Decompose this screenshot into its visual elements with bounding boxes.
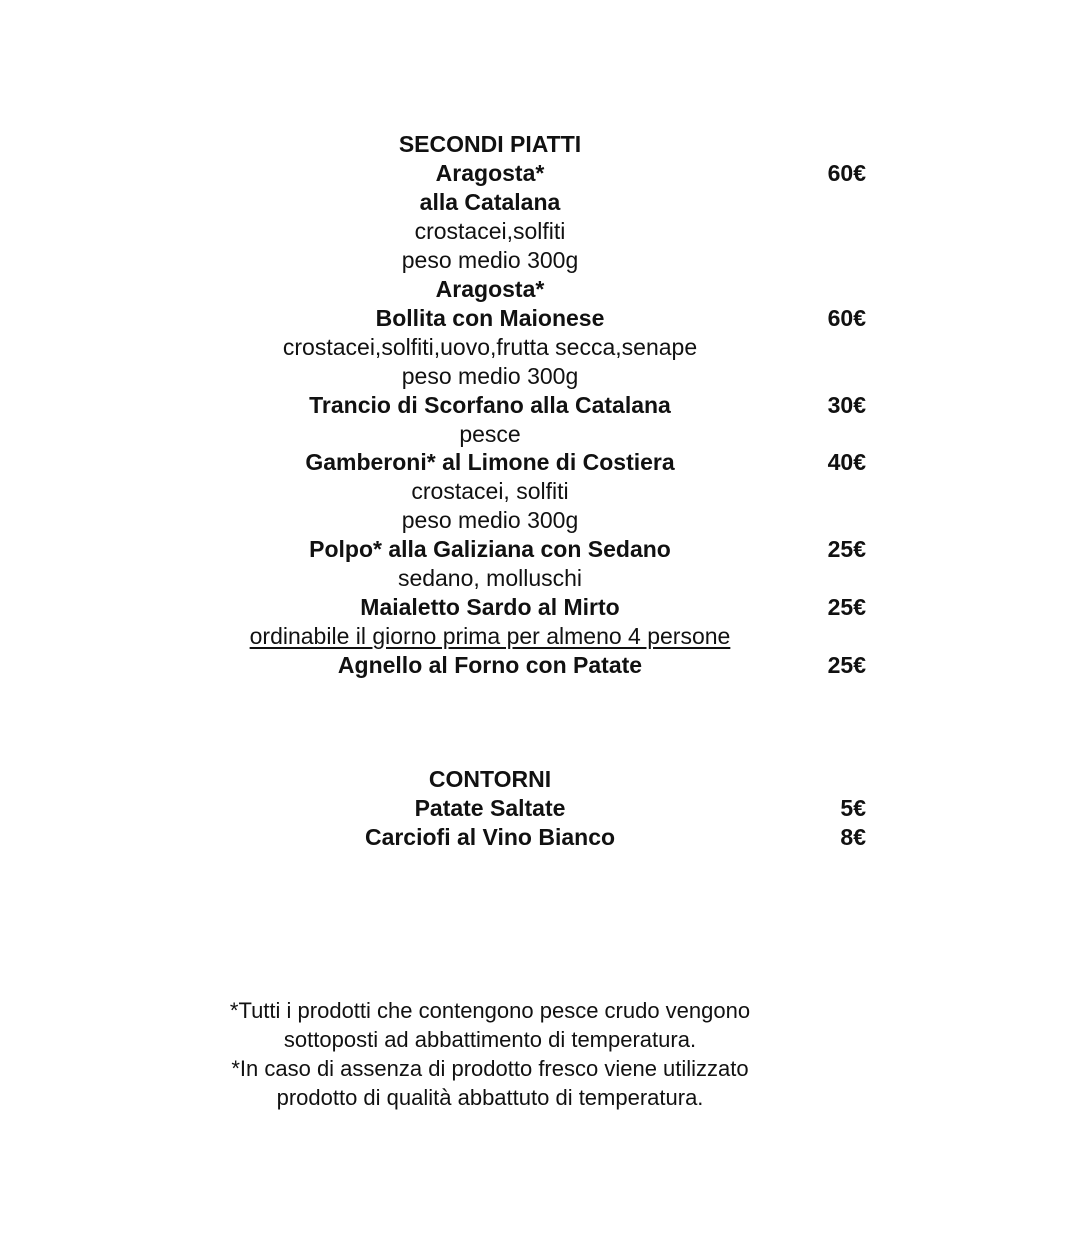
dish-name-aragosta-catalana: Aragosta*	[435, 160, 545, 186]
dish-weight: peso medio 300g	[401, 247, 579, 273]
dish-weight: peso medio 300g	[401, 507, 579, 533]
dish-price-aragosta-catalana: 60€	[827, 160, 866, 186]
dish-price-agnello: 25€	[827, 652, 866, 678]
dish-name-continued: Bollita con Maionese	[375, 305, 605, 331]
side-name-patate-saltate: Patate Saltate	[414, 795, 566, 821]
side-price-carciofi: 8€	[840, 824, 866, 850]
dish-order-note: ordinabile il giorno prima per almeno 4 persone	[249, 623, 731, 649]
dish-allergens: sedano, molluschi	[397, 565, 583, 591]
dish-name-gamberoni: Gamberoni* al Limone di Costiera	[305, 449, 675, 475]
section-heading-secondi: SECONDI PIATTI	[398, 131, 582, 157]
dish-price-trancio-scorfano: 30€	[827, 392, 866, 418]
dish-price-gamberoni: 40€	[827, 449, 866, 475]
dish-allergens: crostacei, solfiti	[411, 478, 569, 504]
footnote-line: *In caso di assenza di prodotto fresco viene utilizzato	[231, 1056, 749, 1081]
dish-name-continued: alla Catalana	[419, 189, 561, 215]
dish-allergens: pesce	[459, 421, 521, 447]
side-name-carciofi: Carciofi al Vino Bianco	[364, 824, 616, 850]
dish-weight: peso medio 300g	[401, 363, 579, 389]
dish-price-polpo: 25€	[827, 536, 866, 562]
dish-name-aragosta-bollita: Aragosta*	[435, 276, 545, 302]
dish-price-maialetto: 25€	[827, 594, 866, 620]
footnote-line: sottoposti ad abbattimento di temperatura.	[283, 1027, 697, 1052]
side-price-patate-saltate: 5€	[840, 795, 866, 821]
dish-name-maialetto: Maialetto Sardo al Mirto	[360, 594, 620, 620]
dish-name-agnello: Agnello al Forno con Patate	[337, 652, 643, 678]
dish-name-trancio-scorfano: Trancio di Scorfano alla Catalana	[309, 392, 671, 418]
dish-price-aragosta-bollita: 60€	[827, 305, 866, 331]
dish-allergens: crostacei,solfiti,uovo,frutta secca,senape	[282, 334, 698, 360]
footnote-line: prodotto di qualità abbattuto di temperatura.	[276, 1085, 704, 1110]
dish-allergens: crostacei,solfiti	[414, 218, 566, 244]
footnote-line: *Tutti i prodotti che contengono pesce crudo vengono	[229, 998, 751, 1023]
dish-name-polpo: Polpo* alla Galiziana con Sedano	[309, 536, 671, 562]
section-heading-contorni: CONTORNI	[428, 766, 552, 792]
